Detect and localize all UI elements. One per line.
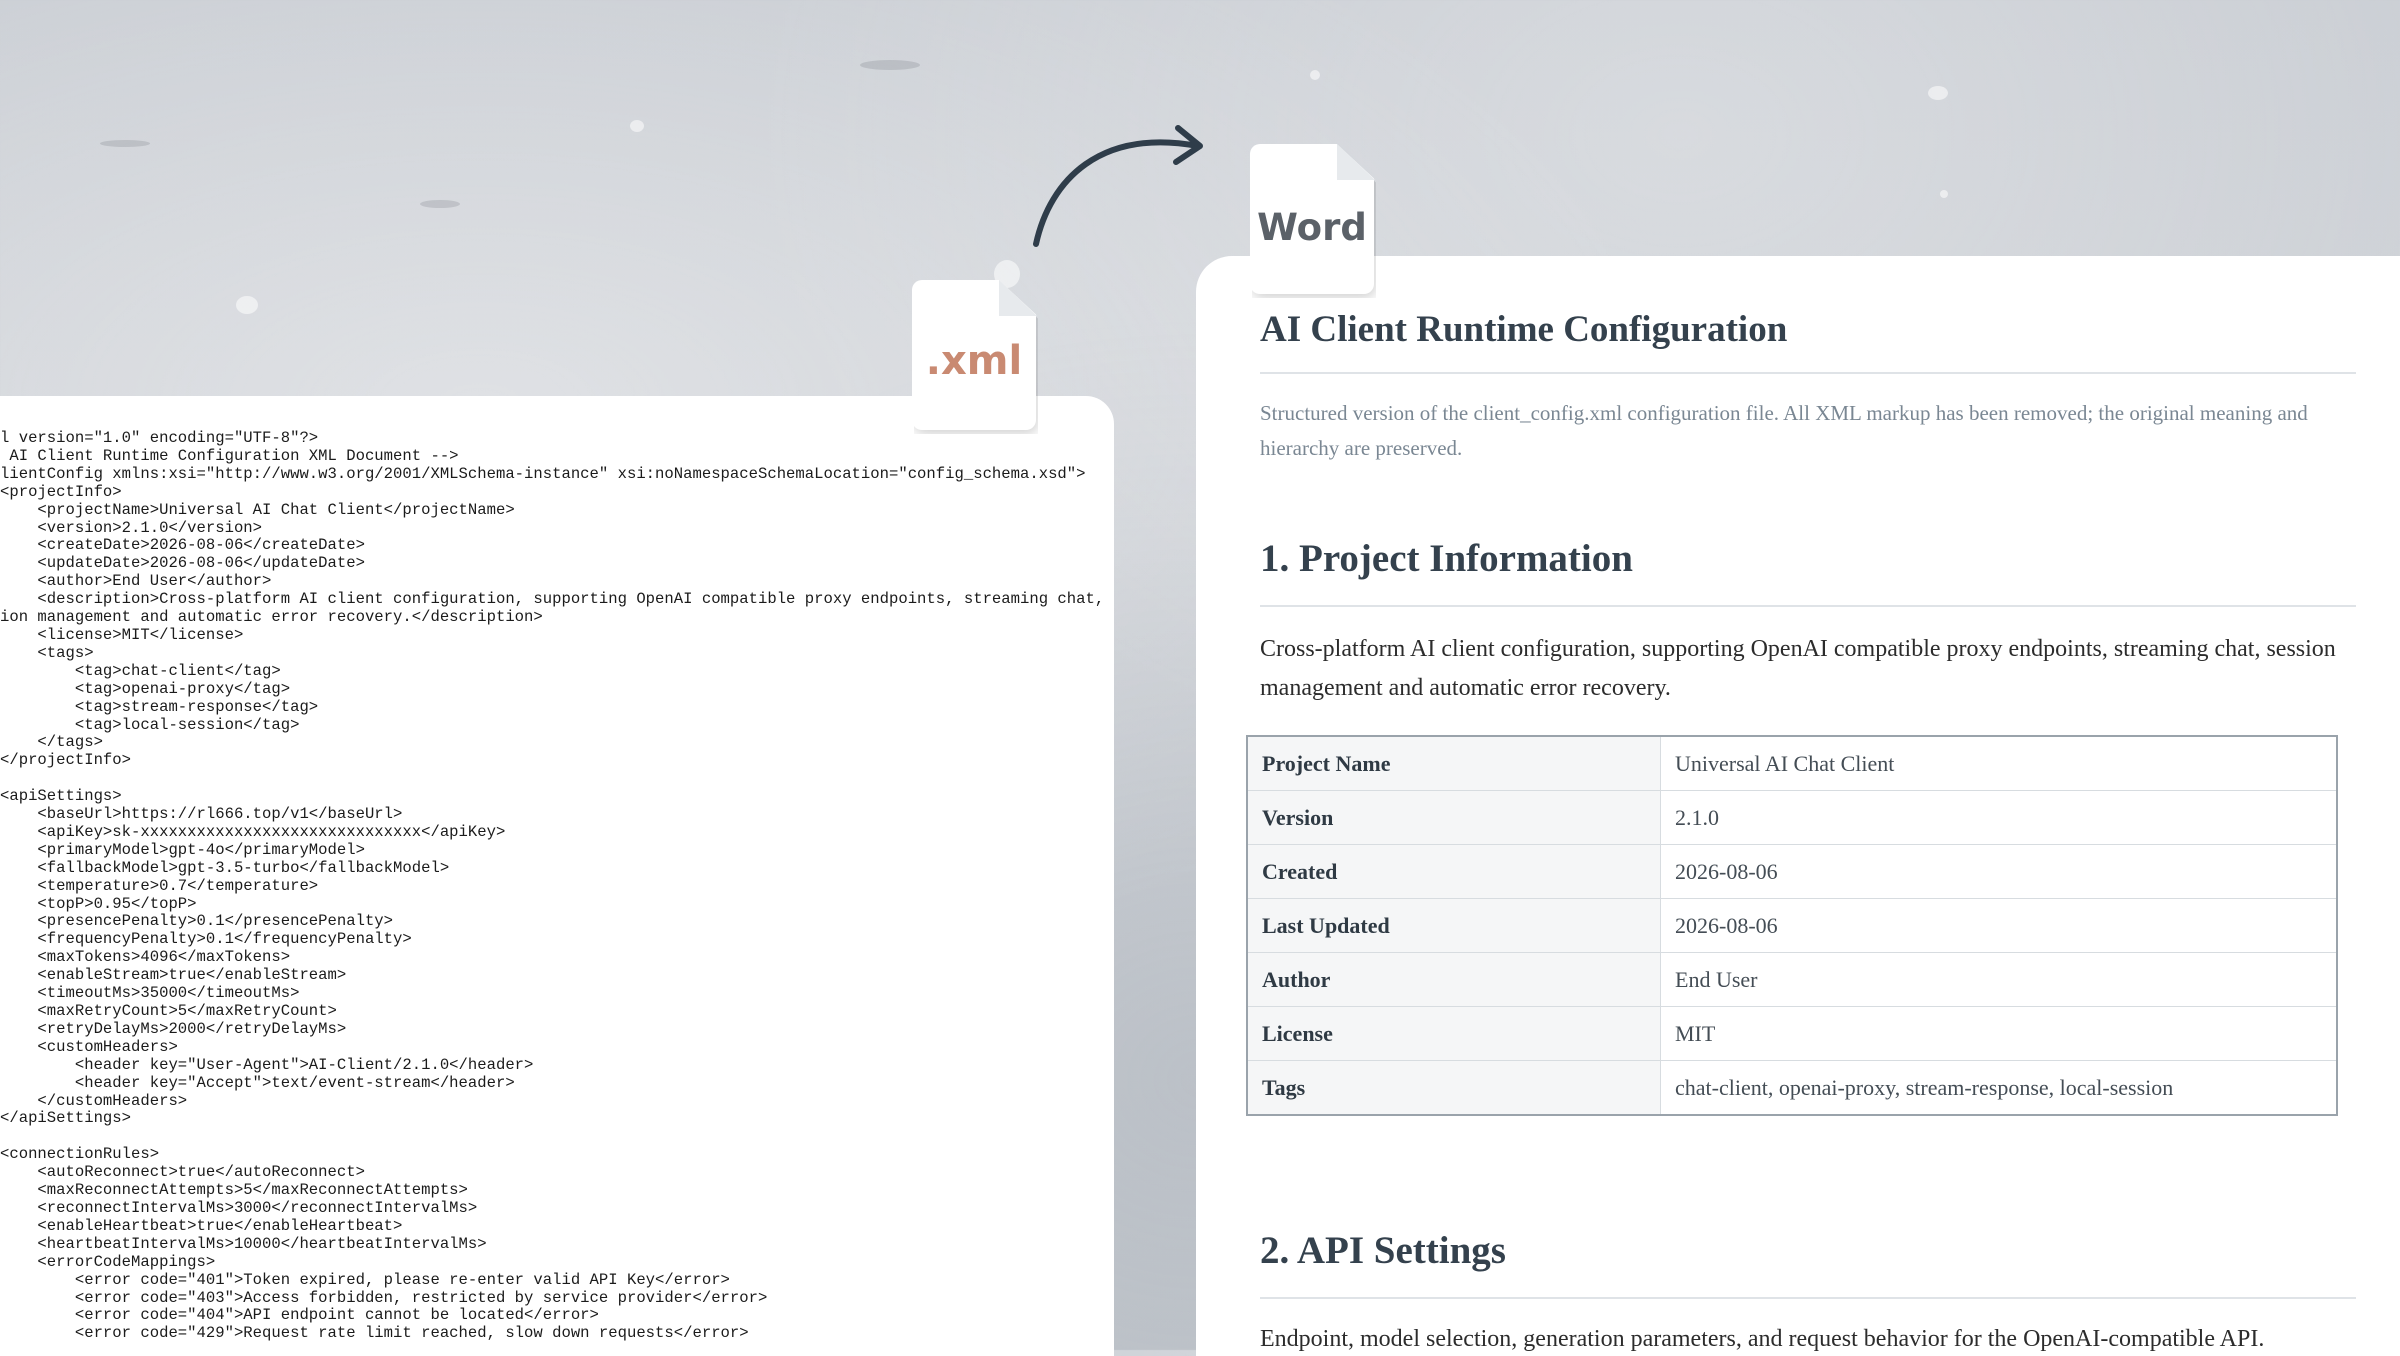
- xml-code-line: <connectionRules>: [0, 1145, 160, 1164]
- section-heading-api-settings: 2. API Settings: [1260, 1229, 1506, 1272]
- table-key-cell: Author: [1247, 953, 1661, 1007]
- table-row: [1247, 899, 2337, 953]
- section-paragraph-api-settings: Endpoint, model selection, generation parameters, and request behavior for the OpenAI-compatible API.: [1260, 1326, 2265, 1352]
- xml-code-line: <topP>0.95</topP>: [0, 894, 197, 913]
- xml-code-line: </customHeaders>: [0, 1091, 188, 1110]
- xml-code-line: <error code="403">Access forbidden, restricted by service provider</error>: [0, 1288, 768, 1307]
- xml-code-line: <reconnectIntervalMs>3000</reconnectIntervalMs>: [0, 1198, 478, 1217]
- table-value-cell: 2026-08-06: [1661, 899, 2338, 953]
- xml-code: [0, 430, 1104, 1343]
- xml-code-line: <maxTokens>4096</maxTokens>: [0, 948, 291, 967]
- xml-source-panel: [0, 396, 1114, 1356]
- table-row: [1247, 736, 2337, 791]
- xml-code-line: <header key="Accept">text/event-stream</header>: [0, 1073, 515, 1092]
- word-document-panel: [1196, 256, 2400, 1356]
- xml-code-line: AI Client Runtime Configuration XML Document -->: [0, 446, 459, 465]
- title-divider: [1260, 372, 2356, 374]
- table-value-cell: chat-client, openai-proxy, stream-response, local-session: [1661, 1061, 2338, 1116]
- xml-code-line: <description>Cross-platform AI client configuration, supporting OpenAI compatible proxy endpoints, streaming chat,: [0, 590, 1105, 609]
- section-paragraph-project-information: Cross-platform AI client configuration, supporting OpenAI compatible proxy endpoints, streaming chat, session management and automatic error recovery.: [1260, 636, 2336, 701]
- xml-code-line: <tag>local-session</tag>: [0, 715, 300, 734]
- xml-code-line: <baseUrl>https://rl666.top/v1</baseUrl>: [0, 805, 403, 824]
- xml-code-line: <customHeaders>: [0, 1037, 178, 1056]
- xml-code-line: <tag>chat-client</tag>: [0, 661, 281, 680]
- table-row: [1247, 1061, 2337, 1116]
- xml-code-line: <maxRetryCount>5</maxRetryCount>: [0, 1002, 337, 1020]
- xml-code-line: <error code="401">Token expired, please re-enter valid API Key</error>: [0, 1270, 730, 1289]
- xml-code-line: <projectName>Universal AI Chat Client</projectName>: [0, 500, 515, 519]
- xml-file-label: .xml: [925, 338, 1023, 384]
- table-key-cell: License: [1247, 1007, 1661, 1061]
- table-key-cell: Project Name: [1247, 736, 1661, 791]
- table-key-cell: Created: [1247, 845, 1661, 899]
- xml-code-line: <tag>stream-response</tag>: [0, 697, 319, 716]
- conversion-arrow-icon: [1020, 110, 1220, 260]
- xml-code-line: </tags>: [0, 733, 103, 752]
- table-value-cell: Universal AI Chat Client: [1661, 736, 2338, 791]
- xml-code-line: <retryDelayMs>2000</retryDelayMs>: [0, 1019, 347, 1038]
- xml-code-line: <fallbackModel>gpt-3.5-turbo</fallbackModel>: [0, 858, 450, 877]
- xml-code-line: lientConfig xmlns:xsi="http://www.w3.org/2001/XMLSchema-instance" xsi:noNamespaceSchemaLocation="config_schema.xsd">: [0, 464, 1086, 483]
- xml-code-line: <primaryModel>gpt-4o</primaryModel>: [0, 840, 365, 859]
- section-divider: [1260, 605, 2356, 607]
- xml-code-line: l version="1.0" encoding="UTF-8"?>: [0, 429, 319, 447]
- xml-code-line: <version>2.1.0</version>: [0, 518, 263, 537]
- table-key-cell: Tags: [1247, 1061, 1661, 1116]
- xml-code-line: <errorCodeMappings>: [0, 1252, 216, 1271]
- xml-code-line: <maxReconnectAttempts>5</maxReconnectAttempts>: [0, 1181, 468, 1200]
- xml-code-line: <error code="429">Request rate limit reached, slow down requests</error>: [0, 1324, 749, 1343]
- xml-code-line: <apiSettings>: [0, 787, 122, 806]
- xml-code-line: <updateDate>2026-08-06</updateDate>: [0, 554, 365, 573]
- table-value-cell: End User: [1661, 953, 2338, 1007]
- xml-code-line: <author>End User</author>: [0, 572, 272, 591]
- xml-code-line: <tag>openai-proxy</tag>: [0, 679, 291, 698]
- xml-code-line: <license>MIT</license>: [0, 625, 244, 644]
- table-value-cell: 2.1.0: [1661, 791, 2338, 845]
- xml-code-line: <enableStream>true</enableStream>: [0, 966, 347, 985]
- table-row: [1247, 845, 2337, 899]
- xml-code-line: <heartbeatIntervalMs>10000</heartbeatIntervalMs>: [0, 1234, 487, 1253]
- xml-code-line: ion management and automatic error recovery.</description>: [0, 608, 543, 627]
- table-value-cell: 2026-08-06: [1661, 845, 2338, 899]
- section-divider: [1260, 1297, 2356, 1299]
- table-row: [1247, 791, 2337, 845]
- xml-code-line: <tags>: [0, 643, 94, 662]
- xml-code-line: <enableHeartbeat>true</enableHeartbeat>: [0, 1216, 403, 1235]
- table-row: [1247, 1007, 2337, 1061]
- xml-code-line: </apiSettings>: [0, 1109, 132, 1128]
- table-value-cell: MIT: [1661, 1007, 2338, 1061]
- xml-code-line: <projectInfo>: [0, 482, 122, 501]
- xml-code-line: <autoReconnect>true</autoReconnect>: [0, 1163, 365, 1182]
- xml-code-line: <frequencyPenalty>0.1</frequencyPenalty>: [0, 930, 412, 949]
- document-description: Structured version of the client_config.xml configuration file. All XML markup has been removed; the original meaning and hierarchy are preserved.: [1260, 401, 2308, 460]
- document-title: AI Client Runtime Configuration: [1260, 309, 1788, 350]
- xml-code-line: </projectInfo>: [0, 751, 132, 770]
- xml-code-line: <apiKey>sk-xxxxxxxxxxxxxxxxxxxxxxxxxxxxxx</apiKey>: [0, 822, 506, 841]
- xml-code-line: <temperature>0.7</temperature>: [0, 876, 319, 895]
- xml-code-line: <createDate>2026-08-06</createDate>: [0, 536, 365, 555]
- xml-code-line: <header key="User-Agent">AI-Client/2.1.0</header>: [0, 1055, 534, 1074]
- table-row: [1247, 953, 2337, 1007]
- project-info-table: [1246, 735, 2338, 1116]
- section-heading-project-information: 1. Project Information: [1260, 537, 1633, 580]
- xml-code-line: <presencePenalty>0.1</presencePenalty>: [0, 912, 394, 931]
- xml-code-line: <timeoutMs>35000</timeoutMs>: [0, 984, 300, 1003]
- table-key-cell: Last Updated: [1247, 899, 1661, 953]
- word-file-label: Word: [1257, 206, 1367, 249]
- table-key-cell: Version: [1247, 791, 1661, 845]
- xml-code-line: <error code="404">API endpoint cannot be located</error>: [0, 1306, 599, 1325]
